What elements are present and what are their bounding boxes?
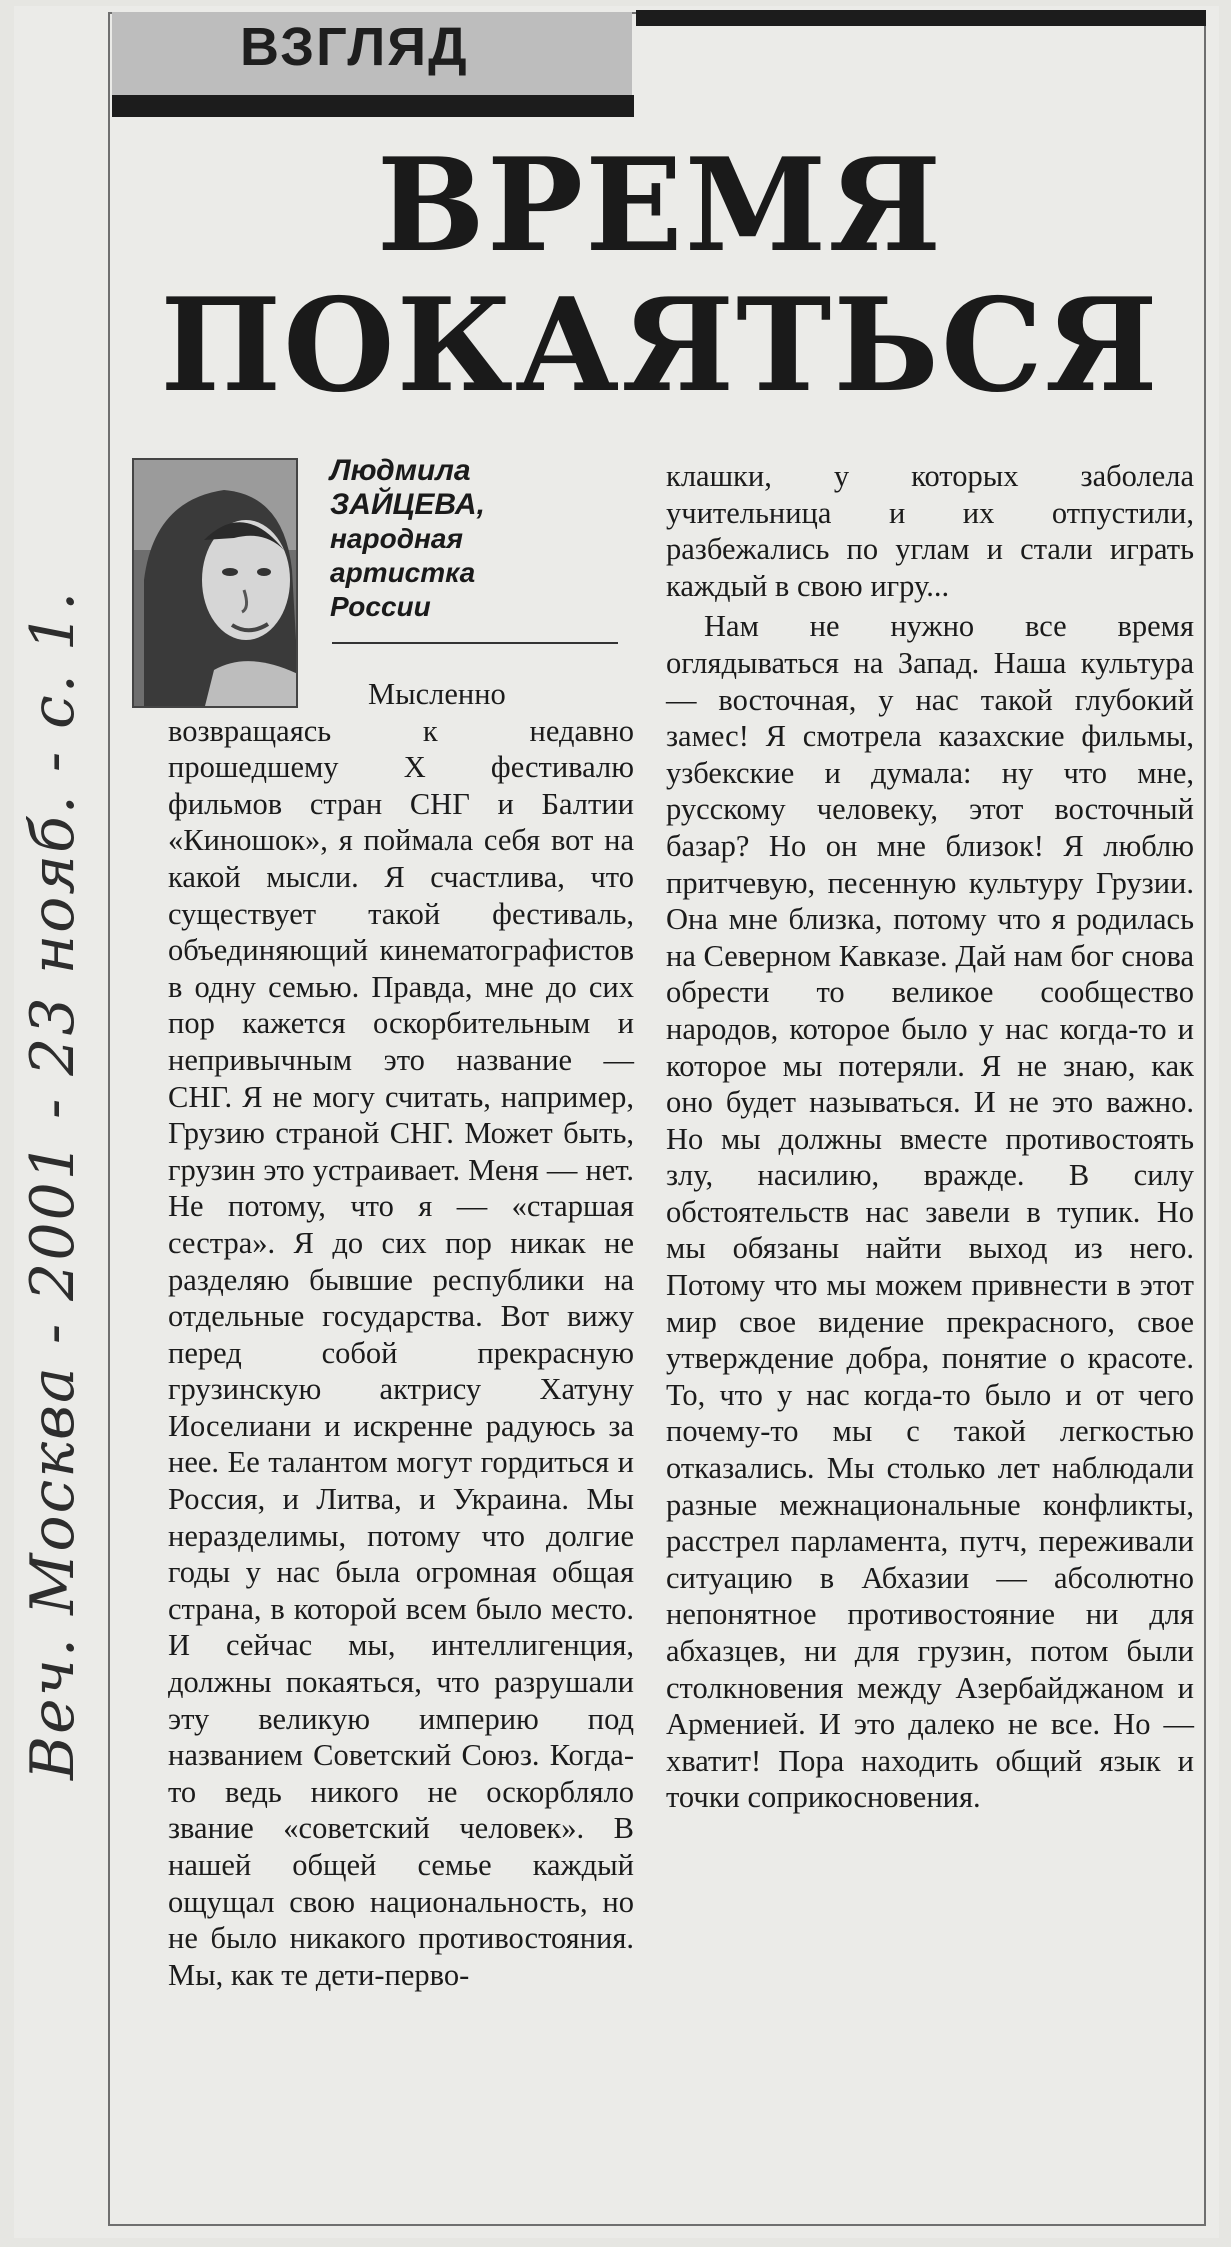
rubric-label: ВЗГЛЯД [240,17,469,77]
author-title-line-3: России [330,591,431,622]
handwritten-annotation-area [0,0,110,2247]
author-rule [332,642,618,644]
author-title-line-2: артистка [330,557,476,588]
author-last-name: ЗАЙЦЕВА, [330,488,485,521]
author-title-line-1: народная [330,523,463,554]
handwritten-note: Веч. Москва - 2001 - 23 нояб. - с. 1. [18,589,88,1780]
headline-line-1: ВРЕМЯ [376,131,944,281]
rubric-rule [112,95,634,117]
article-column-2 [666,458,1194,1816]
article-paragraph: клашки, у которых заболела учительница и их отпустили, разбежались по углам и стали играть каждый в свою игру... [666,459,1194,603]
author-byline [330,454,618,624]
top-rule [636,10,1206,26]
author-photo [132,458,298,708]
headline-line-2: ПОКАЯТЬСЯ [160,271,1160,421]
article-column-1 [168,676,634,1993]
article-paragraph: Нам не нужно все время оглядываться на Запад. Наша культура — восточная, у нас такой глубокий замес! Я смотрела казахские фильмы, узбекские и думала: ну что мне, русскому человеку, этот восточный базар? Но он мне близок! Я люблю притчевую, песенную культуру Грузии. Она мне близка, потому что я родилась на Северном Кавказе. Дай нам бог снова обрести то великое сообщество народов, которое было у нас когда-то и которое мы потеряли. Я не знаю, как оно будет называться. И не это важно. Но мы должны вместе противостоять злу, насилию, вражде. В силу обстоятельств нас завели в тупик. Но мы обязаны найти выход из него. Потому что мы можем привнести в этот мир свое видение прекрасного, свое утверждение добра, понятие о красоте. То, что у нас когда-то было и от чего почему-то мы с такой легкостью отказались. Мы столько лет наблюдали разные межнациональные конфликты, расстрел парламента, путч, переживали ситуацию в Абхазии — абсолютно непонятное противостояние ни для абхазцев, ни для грузин, потом были столкновения между Азербайджаном и Арменией. И это далеко не все. Но — хватит! Пора находить общий язык и точки соприкосновения. [666,609,1194,1815]
author-first-name: Людмила [330,454,471,487]
portrait-image [134,460,298,708]
article-paragraph: Мысленно возвращаясь к недавно прошедшему X фестивалю фильмов стран СНГ и Балтии «Киношок», я поймала себя вот на какой мысли. Я счастлива, что существует такой фестиваль, объединяющий кинематографистов в одну семью. Правда, мне до сих пор кажется оскорбительным и непривычным это название — СНГ. Я не могу считать, например, Грузию страной СНГ. Может быть, грузин это устраивает. Меня — нет. Не потому, что я — «старшая сестра». Я до сих пор никак не разделяю бывшие республики на отдельные государства. Вот вижу перед собой прекрасную грузинскую актрису Хатуну Иоселиани и искренне радуюсь за нее. Ее талантом могут гордиться и Россия, и Литва, и Украина. Мы неразделимы, потому что долгие годы у нас была огромная общая страна, в которой всем было место. И сейчас мы, интеллигенция, должны покаяться, что разрушали эту великую империю под названием Советский Союз. Когда-то ведь никого не оскорбляло звание «советский человек». В нашей общей семье каждый ощущал свою национальность, но не было никакого противостояния. Мы, как те дети-перво- [168,677,634,1992]
